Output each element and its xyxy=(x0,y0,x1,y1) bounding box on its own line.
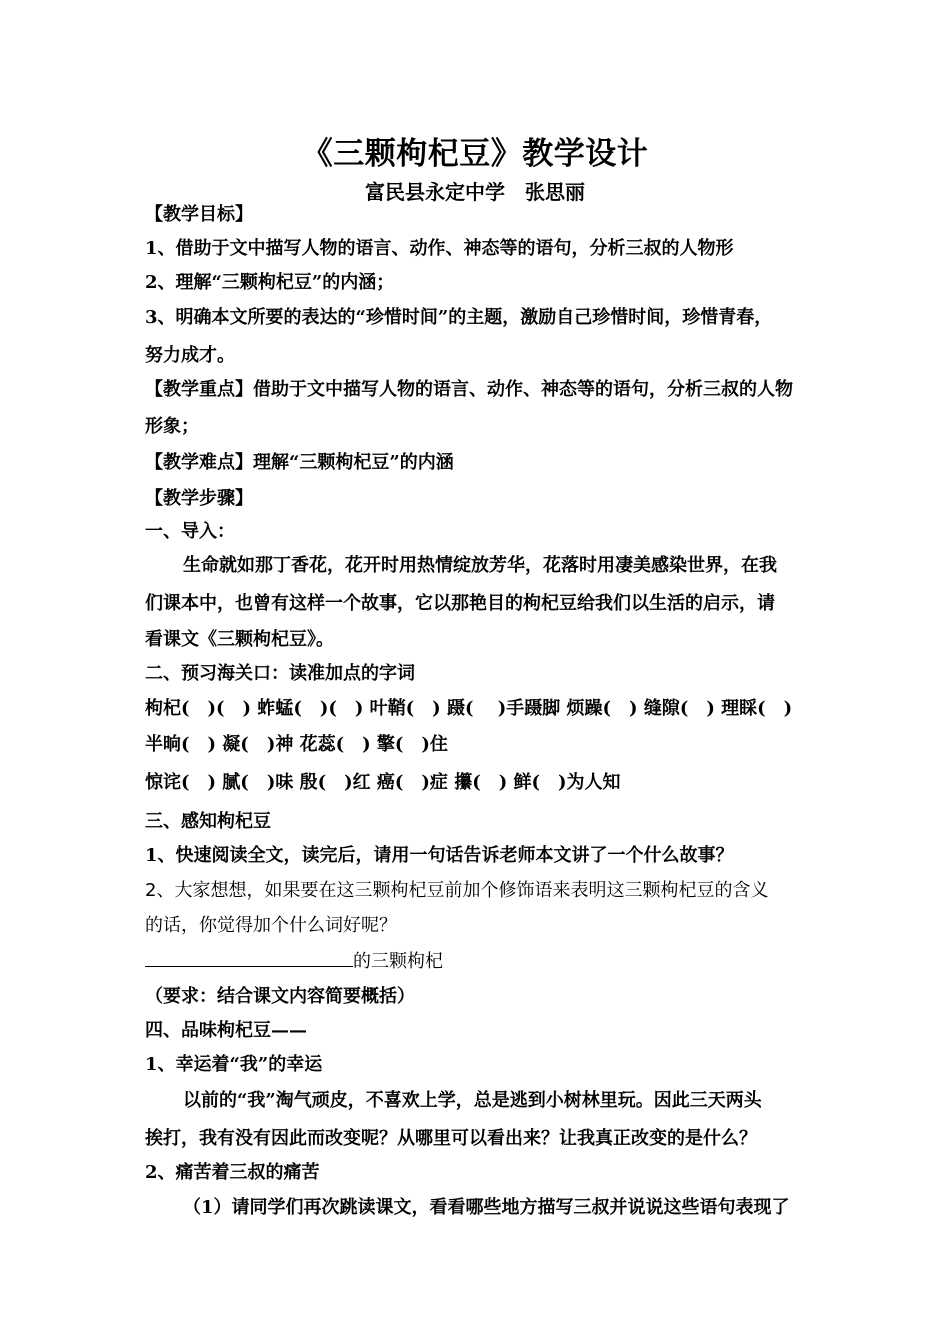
question-1: 1、快速阅读全文，读完后，请用一句话告诉老师本文讲了一个什么故事？ xyxy=(145,845,734,866)
step-4-heading: 四、品味枸杞豆—— xyxy=(145,1020,307,1041)
step-1-heading: 一、导入： xyxy=(145,521,235,542)
requirement-note: （要求：结合课文内容简要概括） xyxy=(145,986,415,1007)
subsection-1: 1、幸运着“我”的幸运 xyxy=(145,1054,323,1075)
subsection-1-paragraph: 以前的“我”淘气顽皮，不喜欢上学，总是逃到小树林里玩。因此三天两头 xyxy=(183,1090,762,1111)
key-point-cont: 形象； xyxy=(145,416,199,437)
objective-3: 3、明确本文所要的表达的“珍惜时间”的主题，激励自己珍惜时间，珍惜青春， xyxy=(145,307,773,328)
subsection-1-paragraph-cont: 挨打，我有没有因此而改变呢？从哪里可以看出来？让我真正改变的是什么？ xyxy=(145,1128,757,1149)
step-2-heading: 二、预习海关口：读准加点的字词 xyxy=(145,663,415,684)
step-3-heading: 三、感知枸杞豆 xyxy=(145,811,271,832)
question-2-cont: 的话，你觉得加个什么词好呢？ xyxy=(145,915,397,936)
subsection-2: 2、痛苦着三叔的痛苦 xyxy=(145,1162,320,1183)
section-heading: 【教学目标】 xyxy=(145,204,253,225)
intro-paragraph: 生命就如那丁香花，花开时用热情绽放芳华，花落时用凄美感染世界，在我 xyxy=(183,555,777,576)
objective-3-cont: 努力成才。 xyxy=(145,345,235,366)
objective-2: 2、理解“三颗枸杞豆”的内涵； xyxy=(145,272,395,293)
subsection-2-question: （1）请同学们再次跳读课文，看看哪些地方描写三叔并说说这些语句表现了 xyxy=(183,1197,790,1218)
objective-1: 1、借助于文中描写人物的语言、动作、神态等的语句，分析三叔的人物形 xyxy=(145,238,734,259)
answer-blank xyxy=(145,950,353,967)
intro-paragraph-end: 看课文《三颗枸杞豆》。 xyxy=(145,629,334,650)
key-point: 【教学重点】借助于文中描写人物的语言、动作、神态等的语句，分析三叔的人物 xyxy=(145,379,793,400)
fill-in-suffix: 的三颗枸杞 xyxy=(353,951,443,972)
vocab-row-3: 惊诧( ) 腻( )味 殷( )红 癌( )症 攥( ) 鲜( )为人知 xyxy=(145,772,621,793)
question-2: 2、大家想想，如果要在这三颗枸杞豆前加个修饰语来表明这三颗枸杞豆的含义 xyxy=(145,880,769,901)
page-title: 《三颗枸杞豆》教学设计 xyxy=(301,136,649,172)
difficult-point: 【教学难点】理解“三颗枸杞豆”的内涵 xyxy=(145,452,454,473)
vocab-row-2: 半晌( ) 凝( )神 花蕊( ) 擎( )住 xyxy=(145,734,448,755)
vocab-row-1: 枸杞( )( ) 蚱蜢( )( ) 叶鞘( ) 蹑( )手蹑脚 烦躁( ) 缝隙( ) 理睬( ) xyxy=(145,698,793,719)
author-line: 富民县永定中学 张思丽 xyxy=(365,180,585,204)
intro-paragraph-cont: 们课本中，也曾有这样一个故事，它以那艳目的枸杞豆给我们以生活的启示，请 xyxy=(145,593,775,614)
steps-heading: 【教学步骤】 xyxy=(145,488,253,509)
fill-in-line xyxy=(145,950,810,974)
